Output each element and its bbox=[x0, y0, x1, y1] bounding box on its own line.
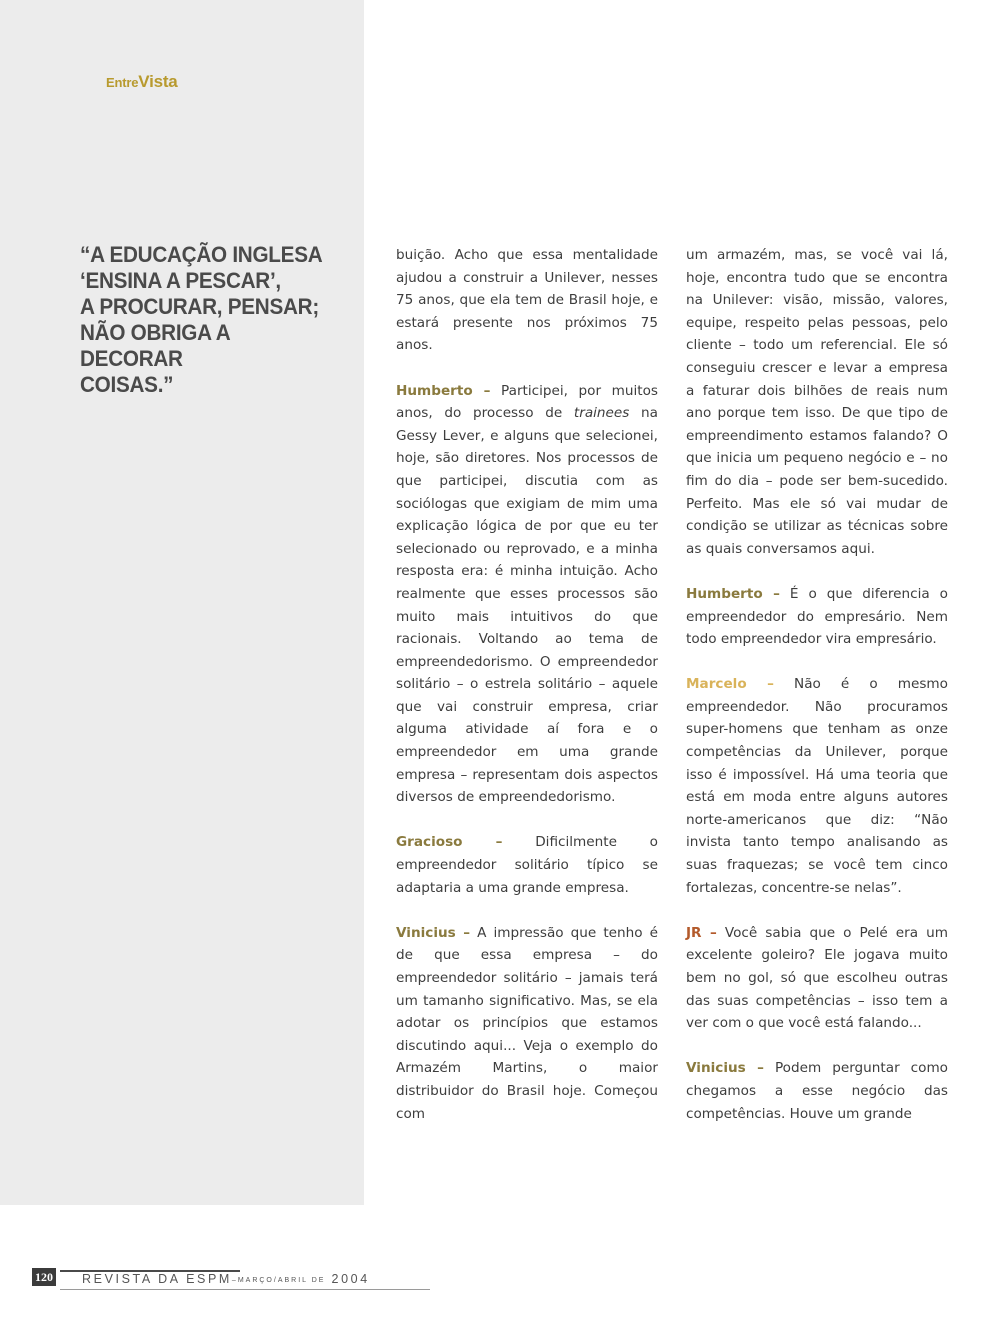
paragraph bbox=[686, 1057, 948, 1125]
section-tag-name: Vista bbox=[138, 72, 178, 91]
paragraph bbox=[686, 583, 948, 651]
speaker-name: Vinicius – bbox=[686, 1060, 764, 1077]
pull-quote: “A EDUCAÇÃO INGLESA ‘ENSINA A PESCAR’, A PROCURAR, PENSAR; NÃO OBRIGA A DECORAR COISAS.” bbox=[80, 242, 323, 397]
paragraph-text: Não é o mesmo empreendedor. Não procuramos super-homens que tenham as onze competências da Unilever, porque isso é impossível. Há uma teoria que está em moda entre alguns autores norte-americanos que diz: “Não invista tanto tempo analisando as suas fraquezas; se você tem cinco fortalezas, concentre-se nelas”. bbox=[686, 676, 948, 896]
paragraph-text: É o que diferencia o empreendedor do empresário. Nem todo empreendedor vira empresário. bbox=[686, 585, 949, 648]
paragraph bbox=[686, 922, 948, 1035]
section-tag-prefix: Entre bbox=[106, 75, 139, 90]
speaker-name: Vinicius – bbox=[396, 924, 471, 941]
paragraph-text: na Gessy Lever, e alguns que selecionei, hoje, são diretores. Nos processos de que participei, discutia com as sociólogas que exigiam de mim uma explicação lógica de por que eu ter selecionado ou reprovado, e a minha resposta era: é minha intuição. Acho realmente que esses processos são muito mais intuitivos do que racionais. Voltando ao tema de empreendedorismo. O empreendedor solitário – o estrela solitário – aquele que vai construir empresa, criar alguma atividade aí fora e o empreendedor em uma grande empresa – representam dois aspectos diversos de empreendedorismo. bbox=[396, 405, 658, 806]
paragraph-text: Podem perguntar como chegamos a esse negócio das competências. Houve um grande bbox=[686, 1060, 949, 1122]
paragraph-text: Dificilmente o empreendedor solitário típico se adaptaria a uma grande empresa. bbox=[396, 834, 658, 896]
speaker-name: JR – bbox=[686, 924, 717, 941]
article-column-2 bbox=[686, 244, 948, 1148]
footer-rule-bottom bbox=[60, 1289, 430, 1290]
sidebar-panel bbox=[0, 0, 364, 1205]
italic-term: trainees bbox=[573, 405, 630, 422]
speaker-name: Humberto – bbox=[686, 585, 780, 602]
issue-date: –MARÇO/ABRIL DE bbox=[231, 1277, 326, 1284]
paragraph-text: A impressão que tenho é de que essa empresa – do empreendedor solitário – jamais terá um tamanho significativo. Mas, se ela adotar os princípios que estamos discutindo aqui... Veja o exemplo do Armazém Martins, o maior distribuidor do Brasil hoje. Começou com bbox=[396, 924, 659, 1122]
paragraph bbox=[396, 831, 658, 899]
paragraph-text: Participei, por muitos anos, do processo de bbox=[396, 382, 658, 422]
article-column-1 bbox=[396, 244, 658, 1148]
paragraph bbox=[396, 922, 658, 1125]
section-tag bbox=[106, 72, 178, 92]
speaker-name: Gracioso – bbox=[396, 834, 503, 851]
page-number: 120 bbox=[32, 1268, 56, 1286]
issue-year: 2004 bbox=[331, 1272, 370, 1286]
journal-title bbox=[82, 1272, 370, 1286]
speaker-name: Marcelo – bbox=[686, 676, 774, 693]
paragraph bbox=[686, 673, 948, 899]
paragraph bbox=[396, 380, 658, 809]
paragraph: buição. Acho que essa mentalidade ajudou a construir a Unilever, nesses 75 anos, que ela tem de Brasil hoje, e estará presente nos próximos 75 anos. bbox=[396, 247, 658, 354]
speaker-name: Humberto – bbox=[396, 382, 491, 399]
journal-name: REVISTA DA ESPM bbox=[82, 1272, 232, 1286]
paragraph-text: Você sabia que o Pelé era um excelente goleiro? Ele jogava muito bem no gol, só que escolheu outras das suas competências – isso tem a ver com o que você está falando... bbox=[686, 924, 948, 1032]
paragraph: um armazém, mas, se você vai lá, hoje, encontra tudo que se encontra na Unilever: visão, missão, valores, equipe, respeito pelas pessoas, pelo cliente – todo um referencial. Ele só conseguiu crescer e levar a empresa a faturar dois bilhões de reais num ano porque tem isso. De que tipo de empreendimento estamos falando? O que inicia um pequeno negócio e – no fim do dia – pode ser bem-sucedido. Perfeito. Mas ele só vai mudar de condição se utilizar as técnicas sobre as quais conversamos aqui. bbox=[686, 247, 948, 557]
